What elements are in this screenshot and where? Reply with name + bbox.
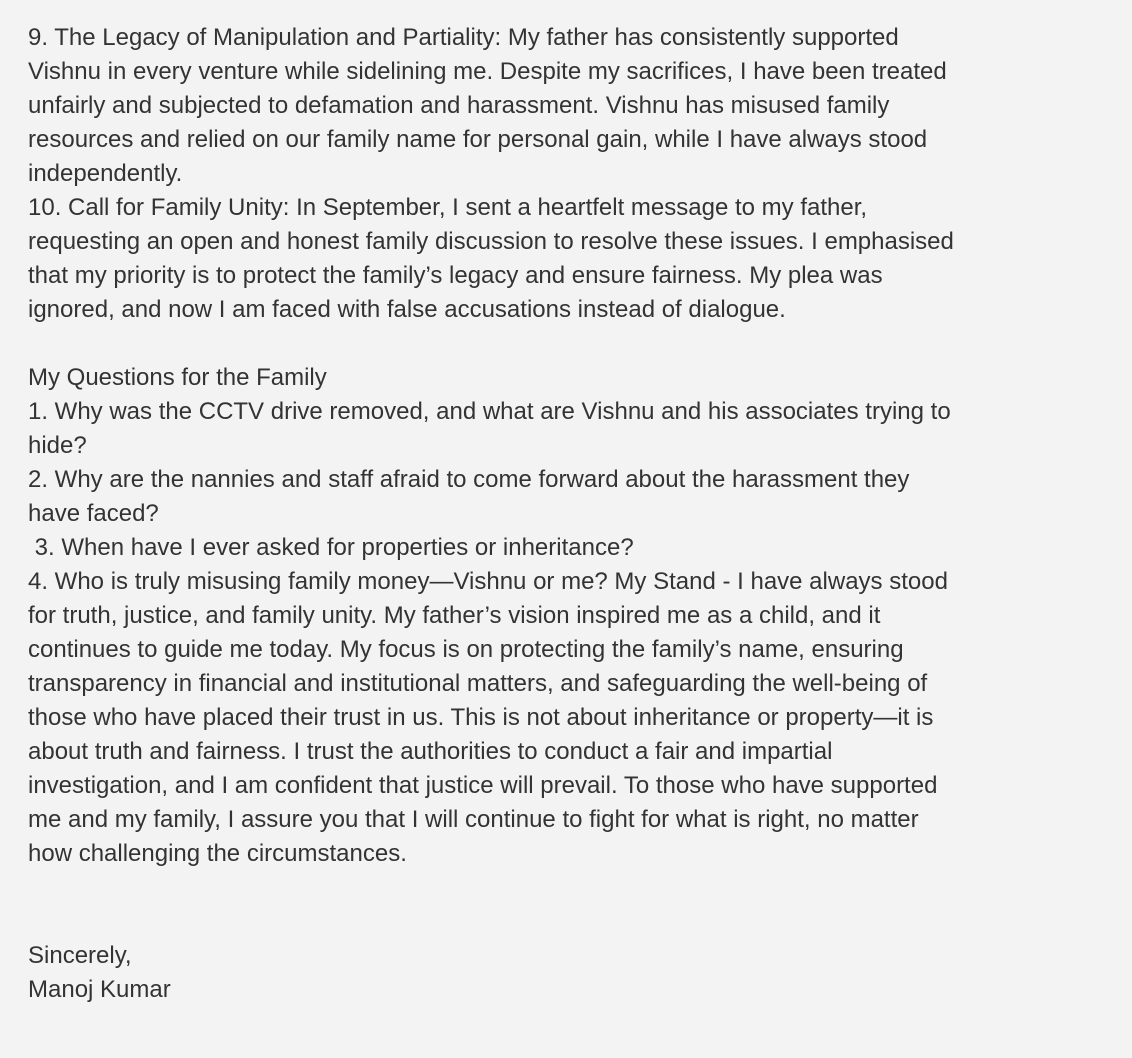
- text-line: resources and relied on our family name for personal gain, while I have always stood: [28, 126, 928, 153]
- text-line: 10. Call for Family Unity: In September, I sent a heartfelt message to my father,: [28, 194, 868, 221]
- text-line: 2. Why are the nannies and staff afraid to come forward about the harassment they: [28, 466, 910, 493]
- text-line: continues to guide me today. My focus is on protecting the family’s name, ensuring: [28, 636, 904, 663]
- text-line: me and my family, I assure you that I will continue to fight for what is right, no matter: [28, 806, 919, 833]
- text-line: ignored, and now I am faced with false accusations instead of dialogue.: [28, 296, 786, 323]
- text-line: 4. Who is truly misusing family money—Vishnu or me? My Stand - I have always stood: [28, 568, 948, 595]
- point-10-paragraph: [28, 191, 1118, 327]
- text-line: have faced?: [28, 500, 159, 527]
- closing: Sincerely,: [28, 942, 132, 969]
- text-line: how challenging the circumstances.: [28, 840, 407, 867]
- blank-line: [28, 871, 1118, 905]
- text-line: those who have placed their trust in us. This is not about inheritance or property—it is: [28, 704, 934, 731]
- text-line: Vishnu in every venture while sidelining me. Despite my sacrifices, I have been treated: [28, 58, 947, 85]
- blank-line: [28, 327, 1118, 361]
- text-line: transparency in financial and institutional matters, and safeguarding the well-being of: [28, 670, 928, 697]
- text-line: 9. The Legacy of Manipulation and Partiality: My father has consistently supported: [28, 24, 899, 51]
- text-line: requesting an open and honest family discussion to resolve these issues. I emphasised: [28, 228, 954, 255]
- signature: Manoj Kumar: [28, 976, 171, 1003]
- text-line: investigation, and I am confident that justice will prevail. To those who have supported: [28, 772, 938, 799]
- question-3: 3. When have I ever asked for properties or inheritance?: [28, 534, 634, 561]
- question-2: [28, 463, 1118, 531]
- questions-heading: My Questions for the Family: [28, 364, 327, 391]
- question-4-and-stand: [28, 565, 1118, 871]
- text-line: 1. Why was the CCTV drive removed, and what are Vishnu and his associates trying to: [28, 398, 951, 425]
- blank-line: [28, 905, 1118, 939]
- text-line: about truth and fairness. I trust the authorities to conduct a fair and impartial: [28, 738, 833, 765]
- text-line: hide?: [28, 432, 87, 459]
- text-line: unfairly and subjected to defamation and harassment. Vishnu has misused family: [28, 92, 890, 119]
- letter-body: [28, 21, 1118, 1007]
- text-line: that my priority is to protect the family’s legacy and ensure fairness. My plea was: [28, 262, 883, 289]
- point-9-paragraph: [28, 21, 1118, 191]
- text-line: for truth, justice, and family unity. My father’s vision inspired me as a child, and it: [28, 602, 881, 629]
- text-line: independently.: [28, 160, 183, 187]
- question-1: [28, 395, 1118, 463]
